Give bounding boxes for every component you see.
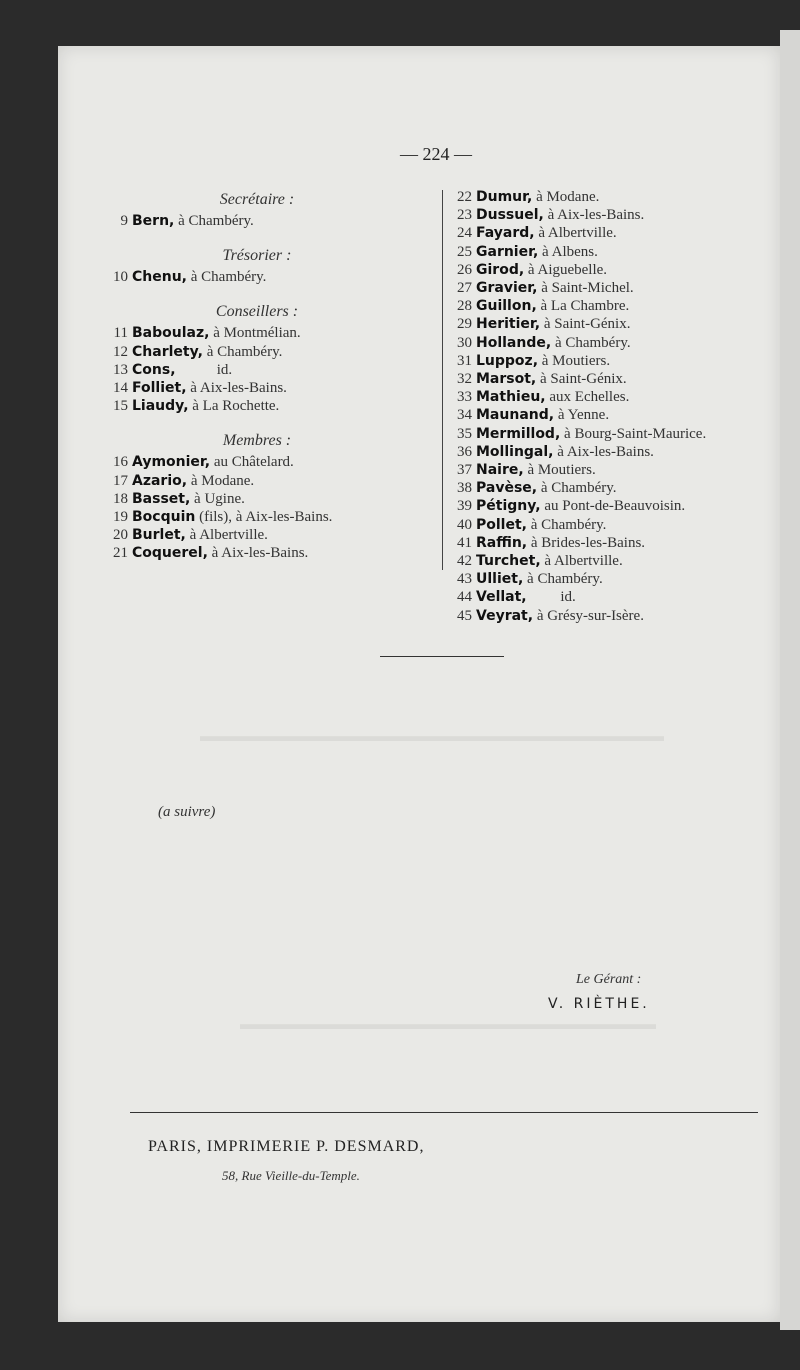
member-location: à Brides-les-Bains.: [527, 534, 646, 551]
member-entry: [102, 268, 440, 286]
member-location: à Chambéry.: [537, 480, 617, 497]
member-entry: [102, 343, 440, 361]
member-name: Chenu,: [132, 269, 187, 286]
member-location: à Yenne.: [554, 407, 610, 424]
member-entry: [452, 516, 792, 534]
member-entry: [452, 370, 792, 388]
entry-number: 45: [457, 607, 472, 624]
entry-number: 15: [113, 398, 128, 415]
entry-number: 29: [457, 316, 472, 333]
member-name: Charlety,: [132, 343, 203, 360]
member-entry: [452, 243, 792, 261]
entry-number: 22: [457, 189, 472, 205]
member-name: Pollet,: [476, 516, 527, 533]
entry-number: 33: [457, 389, 472, 406]
entry-number: 35: [457, 425, 472, 442]
member-entry: [452, 261, 792, 279]
section-heading: Conseillers :: [215, 303, 299, 321]
imprint-rule: [130, 1112, 758, 1113]
member-entry: [452, 297, 792, 315]
member-location: à Albertville.: [185, 527, 268, 544]
member-location: à Moutiers.: [538, 352, 611, 369]
member-location: à Albertville.: [534, 225, 617, 242]
member-location: à Chambéry.: [551, 334, 631, 351]
printer-address: 58, Rue Vieille-du-Temple.: [222, 1168, 360, 1183]
member-entry: [102, 397, 440, 415]
member-name: Marsot,: [476, 371, 537, 388]
member-location: à La Rochette.: [188, 398, 280, 415]
entry-number: 41: [457, 534, 472, 551]
section-heading: Trésorier :: [222, 247, 292, 265]
left-column: [102, 188, 440, 563]
entry-number: 11: [113, 325, 128, 342]
member-location: à Chambéry.: [187, 269, 267, 286]
member-name: Vellat,: [476, 589, 527, 606]
member-location: à Albertville.: [540, 553, 623, 570]
member-location: au Pont-de-Beauvoisin.: [540, 498, 686, 515]
entry-number: 27: [457, 280, 472, 297]
section-heading: Membres :: [222, 432, 292, 450]
entry-number: 18: [113, 490, 128, 507]
member-name: Naire,: [476, 462, 524, 479]
entry-number: 16: [113, 454, 128, 471]
member-name: Ulliet,: [476, 571, 524, 588]
signature-name: V. RIÈTHE.: [548, 996, 650, 1012]
member-location: à Aix-les-Bains.: [207, 545, 309, 562]
member-name: Veyrat,: [476, 607, 534, 624]
member-entry: [102, 472, 440, 490]
continuation-note: (a suivre): [158, 804, 216, 820]
member-location: id.: [175, 361, 233, 378]
member-entry: [102, 453, 440, 471]
page-number: — 224 —: [400, 144, 472, 164]
member-location: à Saint-Michel.: [537, 280, 634, 297]
member-entry: [452, 334, 792, 352]
entry-number: 43: [457, 571, 472, 588]
member-entry: [102, 379, 440, 397]
member-name: Girod,: [476, 261, 525, 278]
entry-number: 34: [457, 407, 472, 424]
entry-number: 25: [457, 243, 472, 260]
signature-label: Le Gérant :: [576, 972, 642, 987]
entry-number: 38: [457, 480, 472, 497]
section-rule: [380, 656, 504, 657]
member-location: à Moutiers.: [523, 462, 596, 479]
member-entry: [452, 479, 792, 497]
section-spacer: [102, 230, 440, 244]
member-location: à Aiguebelle.: [524, 261, 608, 278]
member-location: au Châtelard.: [210, 454, 294, 471]
member-entry: [452, 588, 792, 606]
member-entry: [452, 425, 792, 443]
entry-number: 13: [113, 361, 128, 378]
member-entry: [102, 324, 440, 342]
member-name: Fayard,: [476, 225, 535, 242]
member-entry: [452, 406, 792, 424]
entry-number: 39: [457, 498, 472, 515]
member-location: (fils), à Aix-les-Bains.: [195, 509, 333, 526]
member-entry: [452, 443, 792, 461]
member-name: Raffin,: [476, 534, 528, 551]
entry-number: 26: [457, 261, 472, 278]
member-entry: [452, 388, 792, 406]
bleed-through-mark: ▬▬▬▬▬▬▬▬▬▬▬▬▬▬▬▬▬▬▬▬▬▬▬▬▬▬▬▬▬: [200, 728, 664, 745]
member-entry: [452, 552, 792, 570]
member-name: Baboulaz,: [132, 325, 210, 342]
member-name: Mollingal,: [476, 443, 554, 460]
member-location: à Chambéry.: [202, 343, 283, 360]
member-name: Bern,: [132, 213, 175, 229]
member-name: Pétigny,: [476, 498, 541, 515]
member-location: id.: [526, 589, 576, 606]
member-entry: [452, 206, 792, 224]
member-name: Turchet,: [476, 553, 541, 570]
member-location: à Ugine.: [190, 490, 245, 507]
member-name: Guillon,: [476, 298, 537, 315]
entry-number: 36: [457, 443, 472, 460]
member-entry: [452, 188, 792, 206]
member-name: Liaudy,: [132, 398, 189, 415]
member-location: à Aix-les-Bains.: [543, 207, 645, 224]
member-name: Mermillod,: [476, 425, 561, 442]
entry-number: 12: [113, 343, 128, 360]
right-column: [452, 188, 792, 625]
member-location: à Aix-les-Bains.: [553, 443, 654, 460]
entry-number: 20: [113, 527, 128, 544]
member-name: Bocquin: [132, 509, 196, 526]
member-name: Pavèse,: [476, 480, 538, 497]
entry-number: 10: [113, 269, 128, 286]
member-name: Aymonier,: [132, 454, 211, 471]
member-name: Heritier,: [476, 316, 541, 333]
entry-number: 31: [457, 352, 472, 369]
member-location: à Montmélian.: [209, 325, 301, 342]
column-divider: [442, 190, 443, 570]
member-name: Hollande,: [476, 334, 552, 351]
member-location: à Aix-les-Bains.: [186, 380, 287, 397]
member-entry: [452, 607, 792, 625]
member-name: Gravier,: [476, 280, 538, 297]
member-location: à Grésy-sur-Isère.: [533, 607, 644, 624]
member-location: à Chambéry.: [174, 213, 254, 229]
member-location: à Modane.: [187, 472, 255, 489]
member-name: Basset,: [132, 490, 191, 507]
section-spacer: [102, 286, 440, 300]
bleed-through-mark: ▬▬▬▬▬▬▬▬▬▬▬▬▬▬▬▬▬▬▬▬▬▬▬▬▬▬: [240, 1016, 656, 1033]
member-entry: [452, 497, 792, 515]
member-location: aux Echelles.: [545, 389, 630, 406]
entry-number: 37: [457, 462, 472, 479]
member-name: Coquerel,: [132, 545, 208, 562]
member-location: à Modane.: [532, 189, 600, 205]
entry-number: 23: [457, 207, 472, 224]
member-entry: [102, 361, 440, 379]
member-name: Dussuel,: [476, 207, 544, 224]
member-entry: [102, 508, 440, 526]
member-location: à Bourg-Saint-Maurice.: [560, 425, 707, 442]
member-location: à Albens.: [538, 243, 598, 260]
section-heading: Secrétaire :: [219, 191, 295, 208]
printer-name: PARIS, IMPRIMERIE P. DESMARD,: [148, 1138, 425, 1155]
entry-number: 9: [120, 213, 128, 229]
member-name: Mathieu,: [476, 389, 546, 406]
entry-number: 24: [457, 225, 472, 242]
entry-number: 17: [113, 472, 128, 489]
entry-number: 42: [457, 553, 472, 570]
entry-number: 21: [113, 545, 128, 562]
entry-number: 44: [457, 589, 472, 606]
member-location: à Chambéry.: [526, 516, 607, 533]
member-name: Garnier,: [476, 243, 539, 260]
entry-number: 32: [457, 371, 472, 388]
member-name: Burlet,: [132, 527, 186, 544]
member-location: à Saint-Génix.: [536, 371, 627, 388]
member-location: à Saint-Génix.: [540, 316, 631, 333]
section-spacer: [102, 415, 440, 429]
member-entry: [102, 212, 440, 230]
entry-number: 30: [457, 334, 472, 351]
member-entry: [452, 224, 792, 242]
member-location: à Chambéry.: [523, 571, 603, 588]
entry-number: 28: [457, 298, 472, 315]
member-entry: [102, 490, 440, 508]
member-entry: [452, 570, 792, 588]
member-entry: [452, 352, 792, 370]
member-name: Cons,: [132, 361, 176, 378]
member-entry: [452, 534, 792, 552]
member-name: Maunand,: [476, 407, 555, 424]
member-name: Azario,: [132, 472, 188, 489]
member-entry: [102, 544, 440, 562]
member-entry: [452, 279, 792, 297]
member-entry: [452, 461, 792, 479]
member-location: à La Chambre.: [536, 298, 630, 315]
member-entry: [452, 315, 792, 333]
entry-number: 14: [113, 380, 128, 397]
entry-number: 40: [457, 516, 472, 533]
member-name: Dumur,: [476, 189, 533, 205]
member-name: Luppoz,: [476, 352, 539, 369]
member-entry: [102, 526, 440, 544]
entry-number: 19: [113, 509, 128, 526]
member-name: Folliet,: [132, 380, 187, 397]
